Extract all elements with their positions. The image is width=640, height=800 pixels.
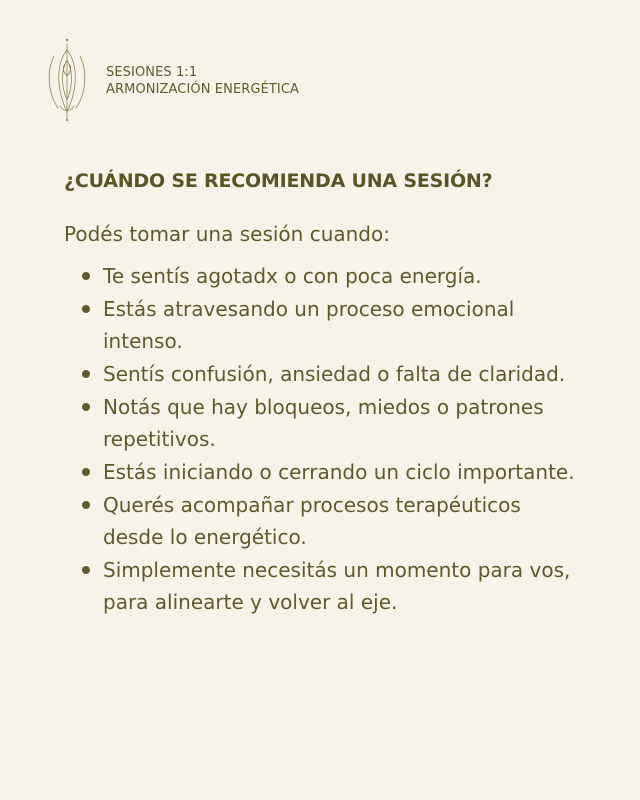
list-item-text: Notás que hay bloqueos, miedos o patrones repetitivos.	[103, 395, 544, 451]
list-item-text: Estás iniciando o cerrando un ciclo importante.	[103, 460, 575, 484]
list-item	[64, 391, 584, 455]
bullet-icon	[82, 501, 90, 509]
recommendation-list	[64, 260, 584, 619]
header-text	[106, 64, 299, 98]
list-item	[64, 554, 584, 618]
bullet-icon	[82, 403, 90, 411]
list-item-text: Sentís confusión, ansiedad o falta de claridad.	[103, 362, 566, 386]
list-item-text: Te sentís agotadx o con poca energía.	[103, 264, 482, 288]
bullet-icon	[82, 566, 90, 574]
intro-text: Podés tomar una sesión cuando:	[64, 222, 390, 246]
list-item-text: Simplemente necesitás un momento para vos, para alinearte y volver al eje.	[103, 558, 571, 614]
bullet-icon	[82, 468, 90, 476]
list-item	[64, 358, 584, 390]
list-item	[64, 489, 584, 553]
list-item-text: Querés acompañar procesos terapéuticos desde lo energético.	[103, 493, 521, 549]
header	[44, 36, 299, 122]
bullet-icon	[82, 370, 90, 378]
list-item-text: Estás atravesando un proceso emocional intenso.	[103, 297, 515, 353]
header-line-1: SESIONES 1:1	[106, 65, 198, 80]
lotus-leaf-icon	[44, 36, 90, 122]
list-item	[64, 293, 584, 357]
header-line-2: ARMONIZACIÓN ENERGÉTICA	[106, 82, 300, 97]
list-item	[64, 456, 584, 488]
bullet-icon	[82, 305, 90, 313]
list-item	[64, 260, 584, 292]
bullet-icon	[82, 272, 90, 280]
page-title: ¿CUÁNDO SE RECOMIENDA UNA SESIÓN?	[64, 170, 493, 192]
